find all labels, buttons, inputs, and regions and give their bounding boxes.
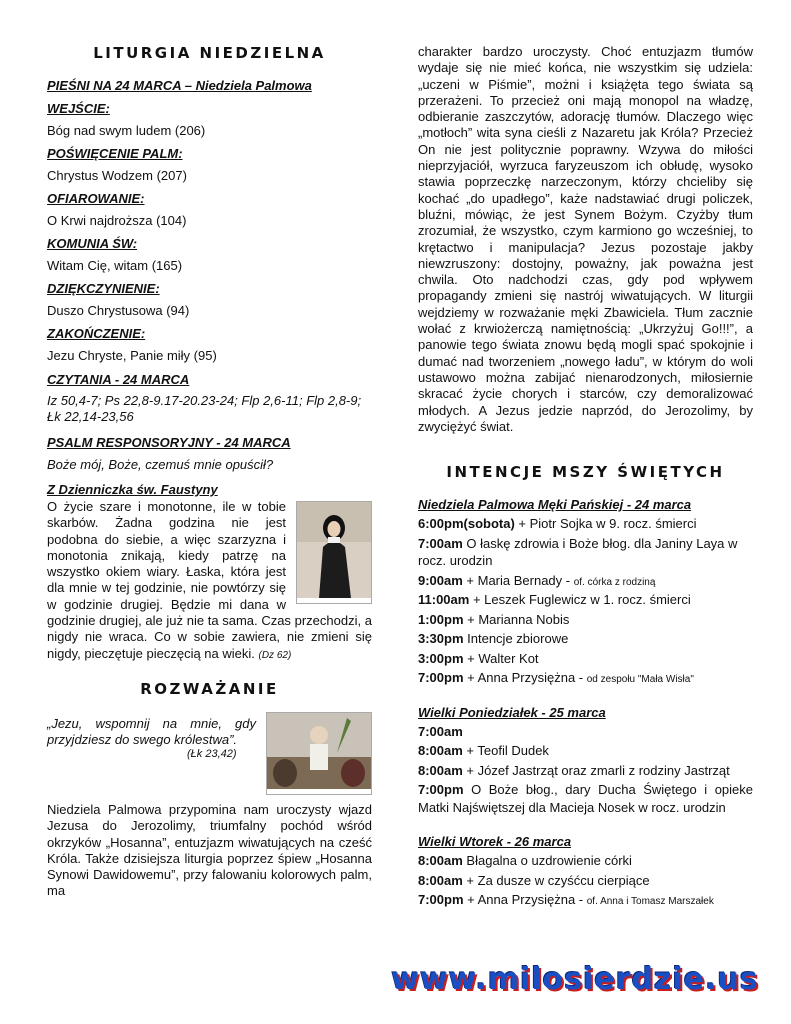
mass-text: + Teofil Dudek	[462, 743, 549, 759]
mass-text: Błagalna o uzdrowienie córki	[462, 853, 632, 869]
mass-time: 8:00am	[418, 872, 463, 888]
mass-day	[418, 497, 753, 689]
left-column	[47, 44, 372, 900]
mass-time: 9:00am	[418, 572, 463, 588]
mass-text: + Józef Jastrząt oraz zmarli z rodziny Jastrząt	[462, 762, 730, 778]
mass-entry	[418, 872, 753, 892]
song-value: Duszo Chrystusowa (94)	[47, 303, 190, 318]
day-heading: Wielki Wtorek - 26 marca	[418, 834, 572, 850]
mass-time: 3:00pm	[418, 650, 464, 666]
mass-text: + Za dusze w czyśćcu cierpiące	[462, 872, 650, 888]
readings-text: Iz 50,4-7; Ps 22,8-9.17-20.23-24; Flp 2,6-11; Flp 2,8-9; Łk 22,14-23,56	[47, 393, 362, 424]
mass-entry	[418, 723, 753, 743]
mass-text: + Maria Bernady -	[462, 572, 574, 588]
mass-time: 7:00am	[418, 535, 463, 551]
intentions-title: INTENCJE MSZY ŚWIĘTYCH	[446, 463, 725, 482]
song-label: ZAKOŃCZENIE:	[47, 326, 146, 341]
readings-heading: CZYTANIA - 24 MARCA	[47, 372, 190, 387]
mass-text: + Marianna Nobis	[463, 611, 570, 627]
songs-list	[47, 101, 372, 363]
mass-text: Intencje zbiorowe	[463, 631, 569, 647]
psalm-text: Boże mój, Boże, czemuś mnie opuścił?	[47, 457, 274, 472]
psalm-heading: PSALM RESPONSORYJNY - 24 MARCA	[47, 435, 291, 450]
mass-day	[418, 834, 753, 911]
mass-time: 8:00am	[418, 853, 463, 869]
mass-day	[418, 705, 753, 819]
mass-entry	[418, 762, 753, 782]
mass-text: + Anna Przysiężna -	[463, 670, 587, 686]
right-column	[418, 44, 753, 911]
mass-entry	[418, 852, 753, 872]
mass-entry	[418, 891, 753, 911]
mass-entry	[418, 611, 753, 631]
mass-time: 6:00pm(sobota)	[418, 516, 515, 532]
mass-text: O łaskę zdrowia i Boże błog. dla Janiny Laya w rocz. urodzin	[418, 535, 738, 569]
mass-note: of. Anna i Tomasz Marszałek	[586, 896, 714, 908]
website-link[interactable]: www.milosierdzie.us	[391, 962, 759, 997]
reflection-title: ROZWAŻANIE	[140, 679, 279, 698]
song-label: KOMUNIA ŚW:	[47, 236, 138, 251]
mass-time: 11:00am	[418, 592, 470, 608]
reflection-continued: charakter bardzo uroczysty. Choć entuzjazm tłumów wydaje się nie mieć końca, nie wszystkim się udziela: „uczeni w Piśmie”, możni i książęta tego świata są przerażeni. To przecież oni mają monopol na władzę, odbieranie zaszczytów, adorację tłumów. Dlaczego więc „motłoch” wita syna cieśli z Nazaretu jak Króla? Przecież On nie jest politycznie poprawny. Wzywa do miłości nieprzyjaciół, wyrzuca faryzeuszom ich obłudę, wysoko stawia poprzeczkę narzeczonym, którzy chcieliby się kochać „do upadłego”, każe nadstawiać drugi policzek, bluźni, mówiąc, że jest Synem Bożym. Czyżby tłum zrozumiał, że wszystko, czym karmiono go wcześniej, to krętactwo i manipulacja? Jezus pozostaje jakby niewzruszony: dostojny, poważny, jak poważna jest chwila. Oto nadchodzi czas, gdy pod wpływem propagandy zmieni się nastrój wiwatujących. W liturgii wejdziemy w rozważanie męki Zbawiciela. Tłum zacznie wołać z krwiożerczą namiętnością: „Ukrzyżuj Go!!!”, a panowie tego świata znowu będą mogli spać spokojnie i dumać nad tworzeniem „nowego ładu”, w którym do woli ustawowo można zabijać nienarodzonych, miłosiernie skracać życie chorych i starców, czy demoralizować młodych. A Jezus jedzie naprzód, do Jerozolimy, by zwyciężyć świat.	[418, 44, 753, 434]
day-heading: Niedziela Palmowa Męki Pańskiej - 24 marca	[418, 497, 692, 513]
mass-text: + Piotr Sojka w 9. rocz. śmierci	[514, 516, 697, 532]
song-value: Jezu Chryste, Panie miły (95)	[47, 348, 217, 363]
quote-text: „Jezu, wspomnij na mnie, gdy przyjdziesz do swego królestwa”.	[47, 715, 256, 747]
song-value: O Krwi najdroższa (104)	[47, 213, 187, 228]
mass-time: 7:00pm	[418, 892, 464, 908]
song-value: Bóg nad swym ludem (206)	[47, 123, 206, 138]
mass-entry	[418, 515, 753, 535]
quote-block	[47, 716, 372, 796]
diary-body: O życie szare i monotonne, ile w tobie skarbów. Żadna godzina nie jest podobna do siebie, a więc szarzyzna i monotonia znikają, kiedy patrzę na wszystko okiem wiary. Łaska, która jest dla mnie w tej godzinie, nie powtórzy się w godzinie drugiej. Będzie mi dana w godzinie drugiej, ale już nie ta sama. Czas przechodzi, a nigdy nie wraca. Co w sobie zawiera, nie zmieni się nigdy, pieczętuje pieczęcią na wieki.	[47, 499, 372, 661]
quote-ref: (Łk 23,42)	[187, 747, 237, 760]
mass-entry	[418, 535, 753, 572]
diary-ref: (Dz 62)	[258, 649, 292, 661]
mass-time: 7:00pm	[418, 670, 464, 686]
mass-time: 7:00pm	[418, 782, 464, 798]
mass-entry	[418, 572, 753, 592]
mass-time: 8:00am	[418, 762, 463, 778]
day-heading: Wielki Poniedziałek - 25 marca	[418, 704, 606, 720]
mass-entry	[418, 650, 753, 670]
mass-time: 3:30pm	[418, 631, 464, 647]
mass-time: 1:00pm	[418, 611, 464, 627]
mass-text: + Leszek Fuglewicz w 1. rocz. śmierci	[469, 592, 691, 608]
mass-text: + Anna Przysiężna -	[463, 892, 587, 908]
song-label: OFIAROWANIE:	[47, 191, 145, 206]
song-value: Witam Cię, witam (165)	[47, 258, 183, 273]
mass-time: 7:00am	[418, 723, 463, 739]
song-label: DZIĘKCZYNIENIE:	[47, 281, 160, 296]
diary-heading: Z Dzienniczka św. Faustyny	[47, 482, 218, 497]
song-label: WEJŚCIE:	[47, 101, 110, 116]
song-label: POŚWIĘCENIE PALM:	[47, 146, 183, 161]
saint-faustina-image	[296, 501, 372, 604]
song-value: Chrystus Wodzem (207)	[47, 168, 187, 183]
mass-note: od zespołu "Mała Wisła"	[586, 674, 694, 686]
palm-sunday-image	[266, 712, 372, 795]
mass-entry	[418, 781, 753, 818]
mass-entry	[418, 742, 753, 762]
mass-entry	[418, 669, 753, 689]
mass-note: of. córka z rodziną	[573, 576, 656, 588]
songs-heading: PIEŚNI NA 24 MARCA – Niedziela Palmowa	[47, 78, 312, 93]
reflection-text: Niedziela Palmowa przypomina nam uroczysty wjazd Jezusa do Jerozolimy, triumfalny pochód wśród okrzyków „Hosanna”, entuzjazm wiwatujących na cześć Króla. Także dzisiejsza liturgia poprzez śpiew „Hosanna Synowi Dawidowemu”, przy falowaniu kolorowych palm, ma	[47, 801, 372, 899]
mass-time: 8:00am	[418, 743, 463, 759]
mass-entry	[418, 591, 753, 611]
mass-entry	[418, 630, 753, 650]
mass-text: O Boże błog., dary Ducha Świętego i opieke Matki Najświętszej dla Macieja Nosek w rocz. urodzin	[418, 782, 753, 815]
mass-text: + Walter Kot	[463, 650, 539, 666]
liturgy-title: LITURGIA NIEDZIELNA	[93, 44, 326, 62]
